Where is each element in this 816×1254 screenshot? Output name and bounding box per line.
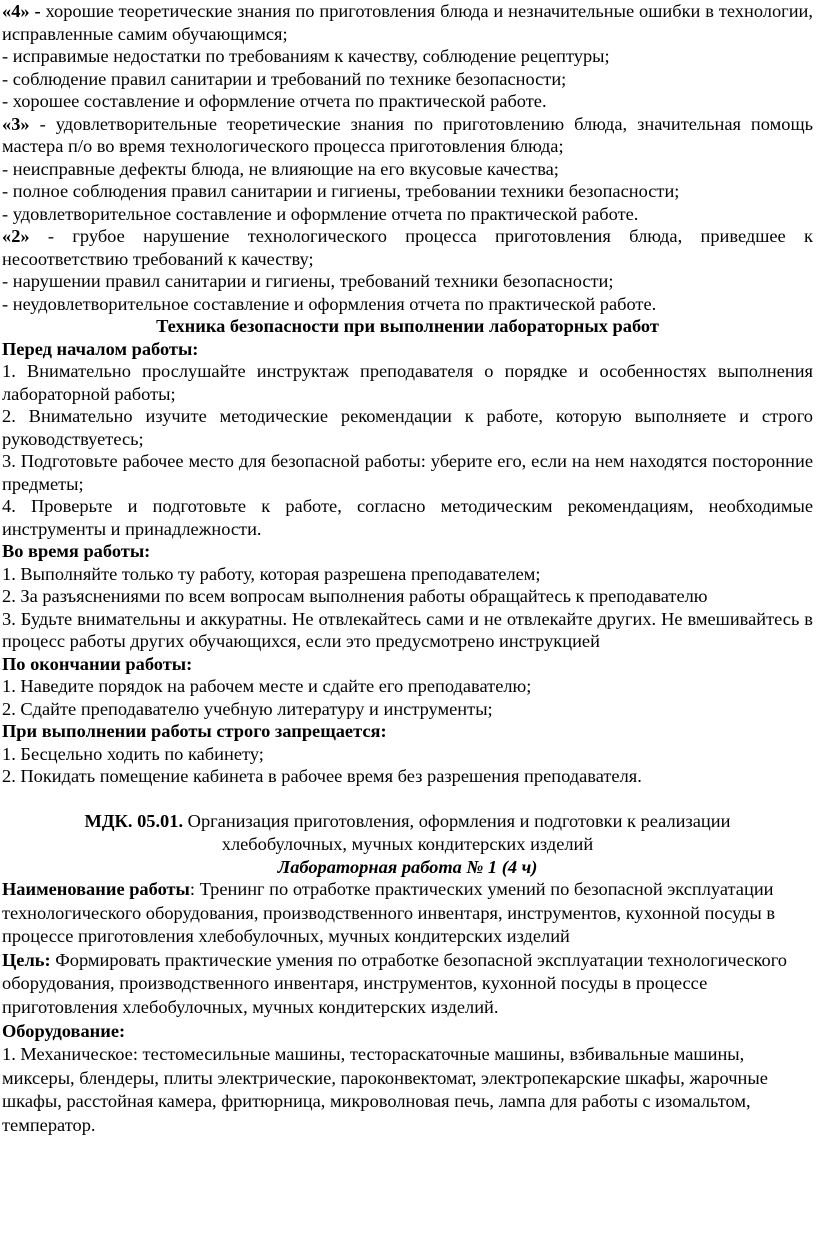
lab-name <box>2 878 813 949</box>
forbidden-item: 2. Покидать помещение кабинета в рабочее время без разрешения преподавателя. <box>2 766 642 786</box>
mdk-code: МДК. 05.01. <box>84 810 184 831</box>
before-item: 4. Проверьте и подготовьте к работе, согласно методическим рекомендациям, необходимые инструменты и принадлежности. <box>2 496 813 539</box>
after-heading: По окончании работы: <box>2 653 193 674</box>
lab-name-label: Наименование работы <box>2 879 190 899</box>
grade-4-intro <box>2 0 813 45</box>
safety-section <box>2 315 813 788</box>
grade-3-intro-text: - удовлетворительные теоретические знания по приготовлению блюда, значительная помощь мастера п/о во время технологического процесса приготовления блюда; <box>2 113 813 156</box>
forbidden-item: 1. Бесцельно ходить по кабинету; <box>2 743 264 764</box>
grade-2-mark: «2» <box>2 226 30 246</box>
grade-criteria <box>2 0 813 315</box>
grade-2-item: - неудовлетворительное составление и оформления отчета по практической работе. <box>2 293 657 314</box>
grade-2-intro-text: - грубое нарушение технологического процесса приготовления блюда, приведшее к несоответствию требований к качеству; <box>2 226 813 269</box>
lab-goal-text: Формировать практические умения по отработке безопасной эксплуатации технологического оборудования, производственного инвентаря, инструментов, кухонной посуды в процессе приготовления хлебобулочных, мучных кондитерских изделий. <box>2 949 787 1017</box>
equipment-item: 1. Механическое: тестомесильные машины, тестораскаточные машины, взбивальные машины, миксеры, блендеры, плиты электрические, пароконвектомат, электропекарские шкафы, жарочные шкафы, расстойная камера, фритюрница, микроволновая печь, лампа для работы с изомальтом, температор. <box>2 1044 768 1135</box>
grade-4-item: - исправимые недостатки по требованиям к качеству, соблюдение рецептуры; <box>2 46 610 66</box>
grade-3-intro <box>2 113 813 158</box>
equipment-heading: Оборудование: <box>2 1020 126 1041</box>
grade-4-item: - соблюдение правил санитарии и требований по технике безопасности; <box>2 68 567 89</box>
lab-section <box>2 856 813 1138</box>
lab-goal <box>2 949 813 1020</box>
grade-2-item: - нарушении правил санитарии и гигиены, требований техники безопасности; <box>2 271 614 291</box>
grade-4-mark: «4» - <box>2 1 41 21</box>
lab-title: Лабораторная работа № 1 (4 ч) <box>277 856 538 877</box>
lab-name-text: : Тренинг по отработке практических умений по безопасной эксплуатации технологического оборудования, производственного инвентаря, инструментов, кухонной посуды в процессе приготовления хлебобулочных, мучных кондитерских изделий <box>2 879 776 947</box>
before-item: 3. Подготовьте рабочее место для безопасной работы: уберите его, если на нем находятся посторонние предметы; <box>2 451 813 494</box>
section-spacer <box>2 788 813 810</box>
during-heading: Во время работы: <box>2 541 151 561</box>
mdk-heading <box>2 810 813 856</box>
after-item: 1. Наведите порядок на рабочем месте и сдайте его преподавателю; <box>2 676 532 696</box>
before-heading: Перед началом работы: <box>2 338 199 359</box>
during-item: 1. Выполняйте только ту работу, которая разрешена преподавателем; <box>2 563 541 584</box>
after-item: 2. Сдайте преподавателю учебную литературу и инструменты; <box>2 698 493 719</box>
grade-4-intro-text: хорошие теоретические знания по приготовления блюда и незначительные ошибки в технологии, исправленные самим обучающимся; <box>2 1 813 44</box>
mdk-title: Организация приготовления, оформления и подготовки к реализации хлебобулочных, мучных кондитерских изделий <box>183 810 731 854</box>
grade-3-item: - полное соблюдения правил санитарии и гигиены, требовании техники безопасности; <box>2 181 680 201</box>
before-item: 2. Внимательно изучите методические рекомендации к работе, которую выполняете и строго руководствуетесь; <box>2 406 813 449</box>
during-item: 2. За разъяснениями по всем вопросам выполнения работы обращайтесь к преподавателю <box>2 586 708 606</box>
during-item: 3. Будьте внимательны и аккуратны. Не отвлекайтесь сами и не отвлекайте других. Не вмешивайтесь в процесс работы других обучающихся, если это предусмотрено инструкцией <box>2 608 813 651</box>
lab-goal-label: Цель: <box>2 949 51 970</box>
safety-title: Техника безопасности при выполнении лабораторных работ <box>156 316 659 336</box>
before-item: 1. Внимательно прослушайте инструктаж преподавателя о порядке и особенностях выполнения лабораторной работы; <box>2 361 813 404</box>
forbidden-heading: При выполнении работы строго запрещается: <box>2 721 387 741</box>
grade-3-item: - неисправные дефекты блюда, не влияющие на его вкусовые качества; <box>2 158 559 179</box>
grade-4-item: - хорошее составление и оформление отчета по практической работе. <box>2 91 547 111</box>
grade-3-item: - удовлетворительное составление и оформление отчета по практической работе. <box>2 203 639 224</box>
grade-2-intro <box>2 225 813 270</box>
grade-3-mark: «3» <box>2 113 30 134</box>
